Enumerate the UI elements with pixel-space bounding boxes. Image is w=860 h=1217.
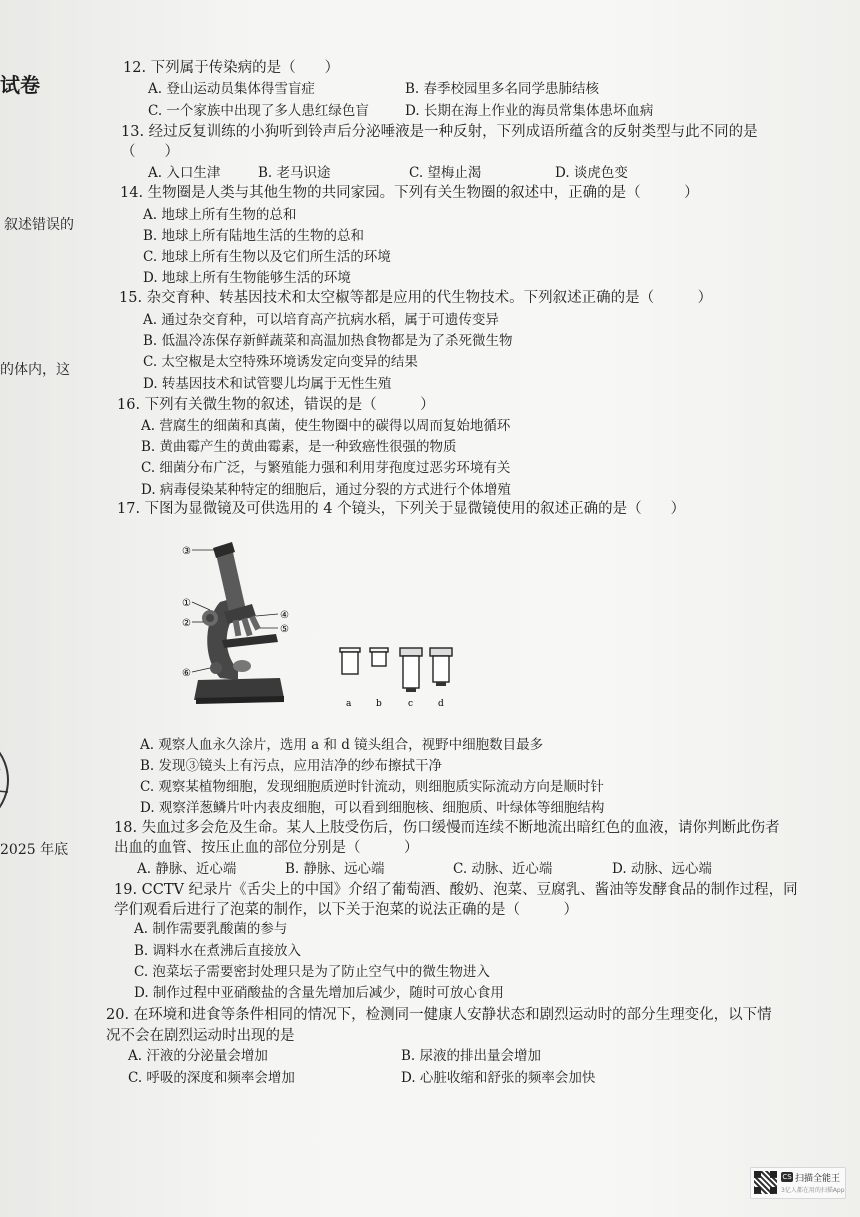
q13-stem-line2: （ ）	[121, 144, 179, 160]
q18-option-b: B. 静脉、远心端	[285, 861, 385, 877]
q12-option-b: B. 春季校园里多名同学患肺结核	[405, 81, 600, 97]
lens-label-d: d	[438, 699, 444, 709]
scanner-watermark	[750, 1167, 846, 1199]
lens-options-diagram	[330, 640, 460, 710]
scanner-app-name: 扫描全能王	[795, 1174, 841, 1184]
q19-option-a: A. 制作需要乳酸菌的参与	[134, 921, 288, 937]
q17-option-d: D. 观察洋葱鳞片叶内表皮细胞，可以看到细胞核、细胞质、叶绿体等细胞结构	[140, 800, 605, 816]
q19-option-b: B. 调料水在煮沸后直接放入	[134, 943, 302, 959]
q17-option-a: A. 观察人血永久涂片，选用 a 和 d 镜头组合，视野中细胞数目最多	[140, 737, 544, 753]
q13-option-a: A. 入口生津	[148, 165, 221, 181]
q18-stem: 18. 失血过多会危及生命。某人上肢受伤后，伤口缓慢而连续不断地流出暗红色的血液，请你判断此伤者	[114, 820, 780, 836]
q13-option-b: B. 老马识途	[258, 165, 331, 181]
q20-option-a: A. 汗液的分泌量会增加	[128, 1048, 268, 1064]
q20-option-c: C. 呼吸的深度和频率会增加	[128, 1070, 295, 1086]
q12-option-d: D. 长期在海上作业的海员常集体患坏血病	[405, 103, 654, 119]
lens-label-a: a	[346, 699, 352, 709]
left-fragment-3: 2025 年底	[0, 842, 69, 858]
q19-option-c: C. 泡菜坛子需要密封处理只是为了防止空气中的微生物进入	[134, 964, 490, 980]
left-title-fragment: 试卷	[0, 73, 40, 97]
q18-option-a: A. 静脉、近心端	[137, 861, 237, 877]
q14-option-b: B. 地球上所有陆地生活的生物的总和	[143, 228, 365, 244]
label-2: ②	[182, 618, 191, 629]
q16-option-a: A. 营腐生的细菌和真菌，使生物圈中的碳得以周而复始地循环	[141, 418, 511, 434]
q14-option-d: D. 地球上所有生物能够生活的环境	[143, 270, 351, 286]
left-edge-circle-fragment	[0, 730, 20, 840]
q13-option-d: D. 谈虎色变	[555, 165, 628, 181]
q14-option-a: A. 地球上所有生物的总和	[143, 207, 297, 223]
q12-stem: 12. 下列属于传染病的是（ ）	[123, 60, 340, 76]
q18-stem-line2: 出血的血管、按压止血的部位分别是（ ）	[114, 840, 419, 856]
q18-option-c: C. 动脉、近心端	[453, 861, 553, 877]
q16-stem: 16. 下列有关微生物的叙述，错误的是（ ）	[117, 397, 435, 413]
cs-logo-icon: CS	[782, 1173, 792, 1181]
label-6: ⑥	[182, 668, 191, 679]
q13-stem: 13. 经过反复训练的小狗听到铃声后分泌唾液是一种反射，下列成语所蕴含的反射类型与此不同的是	[121, 124, 758, 140]
q17-option-c: C. 观察某植物细胞，发现细胞质逆时针流动，则细胞质实际流动方向是顺时针	[140, 779, 604, 795]
q19-stem: 19. CCTV 纪录片《舌尖上的中国》介绍了葡萄酒、酸奶、泡菜、豆腐乳、酱油等发酵食品的制作过程，同	[114, 882, 798, 898]
q19-option-d: D. 制作过程中亚硝酸盐的含量先增加后减少，随时可放心食用	[134, 985, 504, 1001]
label-1: ①	[182, 598, 191, 609]
microscope-diagram	[180, 540, 300, 710]
q15-stem: 15. 杂交育种、转基因技术和太空椒等都是应用的代生物技术。下列叙述正确的是（ ）	[119, 290, 713, 306]
q12-option-a: A. 登山运动员集体得雪盲症	[148, 81, 315, 97]
q20-option-b: B. 尿液的排出量会增加	[401, 1048, 542, 1064]
q17-stem: 17. 下图为显微镜及可供选用的 4 个镜头，下列关于显微镜使用的叙述正确的是（ ）	[117, 501, 686, 517]
q15-option-a: A. 通过杂交育种，可以培育高产抗病水稻，属于可遗传变异	[143, 312, 499, 328]
q17-option-b: B. 发现③镜头上有污点，应用洁净的纱布擦拭干净	[140, 758, 443, 774]
label-3: ③	[182, 546, 191, 557]
q18-option-d: D. 动脉、远心端	[612, 861, 712, 877]
q15-option-c: C. 太空椒是太空特殊环境诱发定向变异的结果	[143, 354, 418, 370]
left-fragment-1: 叙述错误的	[4, 217, 74, 233]
lens-label-b: b	[376, 699, 382, 709]
q16-option-d: D. 病毒侵染某种特定的细胞后，通过分裂的方式进行个体增殖	[141, 482, 511, 498]
scanner-app-tagline: 3亿人都在用的扫描App	[781, 1187, 845, 1194]
q20-stem: 20. 在环境和进食等条件相同的情况下，检测同一健康人安静状态和剧烈运动时的部分生理变化，以下情	[106, 1007, 772, 1023]
q15-option-d: D. 转基因技术和试管婴儿均属于无性生殖	[143, 376, 392, 392]
lens-label-c: c	[408, 699, 414, 709]
q20-option-d: D. 心脏收缩和舒张的频率会加快	[401, 1070, 596, 1086]
q13-option-c: C. 望梅止渴	[409, 165, 482, 181]
label-5: ⑤	[280, 624, 289, 635]
q12-option-c: C. 一个家族中出现了多人患红绿色盲	[148, 103, 369, 119]
q19-stem-line2: 学们观看后进行了泡菜的制作，以下关于泡菜的说法正确的是（ ）	[114, 902, 578, 918]
qr-code-icon	[754, 1171, 777, 1194]
q14-option-c: C. 地球上所有生物以及它们所生活的环境	[143, 249, 391, 265]
q20-stem-line2: 况不会在剧烈运动时出现的是	[106, 1028, 295, 1044]
q15-option-b: B. 低温冷冻保存新鲜蔬菜和高温加热食物都是为了杀死微生物	[143, 333, 513, 349]
left-fragment-2: 的体内，这	[0, 362, 70, 378]
q16-option-c: C. 细菌分布广泛，与繁殖能力强和利用芽孢度过恶劣环境有关	[141, 460, 511, 476]
q14-stem: 14. 生物圈是人类与其他生物的共同家园。下列有关生物圈的叙述中，正确的是（ ）	[120, 185, 699, 201]
label-4: ④	[280, 610, 289, 621]
q16-option-b: B. 黄曲霉产生的黄曲霉素，是一种致癌性很强的物质	[141, 439, 457, 455]
